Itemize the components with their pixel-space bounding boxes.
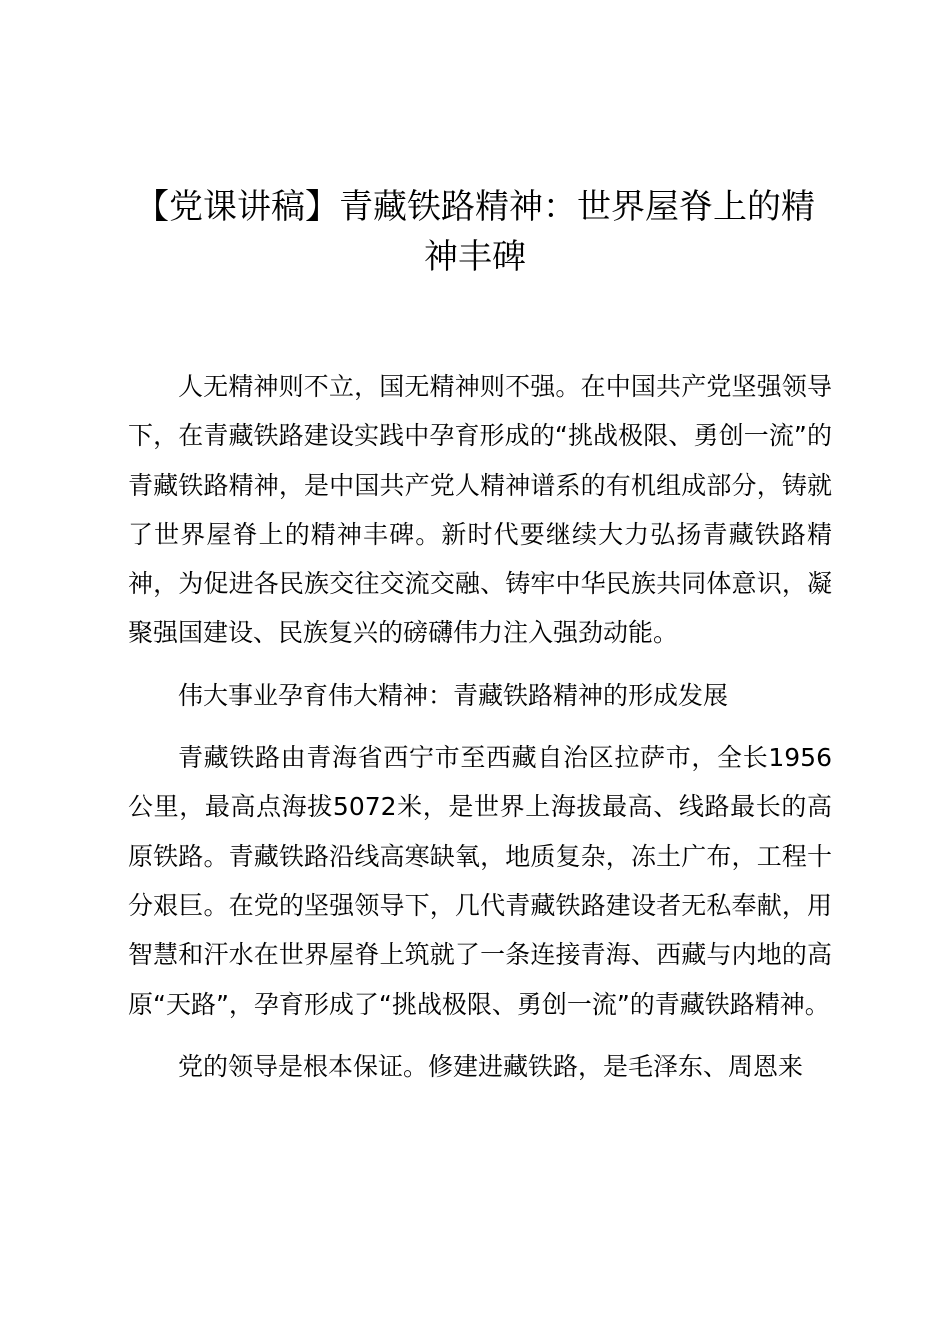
section-heading: 伟大事业孕育伟大精神：青藏铁路精神的形成发展 bbox=[178, 680, 729, 710]
paragraph-intro: 人无精神则不立，国无精神则不强。在中国共产党坚强领导下，在青藏铁路建设实践中孕育形成的“挑战极限、勇创一流”的青藏铁路精神，是中国共产党人精神谱系的有机组成部分，铸就了世界屋脊上的精神丰碑。新时代要继续大力弘扬青藏铁路精神，为促进各民族交往交流交融、铸牢中华民族共同体意识，凝聚强国建设、民族复兴的磅礴伟力注入强劲动能。 bbox=[128, 372, 832, 648]
paragraph-railway-overview: 青藏铁路由青海省西宁市至西藏自治区拉萨市，全长1956公里，最高点海拔5072米，是世界上海拔最高、线路最长的高原铁路。青藏铁路沿线高寒缺氧，地质复杂，冻土广布，工程十分艰巨。在党的坚强领导下，几代青藏铁路建设者无私奉献，用智慧和汗水在世界屋脊上筑就了一条连接青海、西藏与内地的高原“天路”，孕育形成了“挑战极限、勇创一流”的青藏铁路精神。 bbox=[128, 743, 832, 1019]
document-body bbox=[128, 362, 832, 1091]
document-title: 【党课讲稿】青藏铁路精神：世界屋脊上的精神丰碑 bbox=[135, 187, 815, 277]
paragraph-party-leadership: 党的领导是根本保证。修建进藏铁路，是毛泽东、周恩来 bbox=[178, 1051, 804, 1081]
